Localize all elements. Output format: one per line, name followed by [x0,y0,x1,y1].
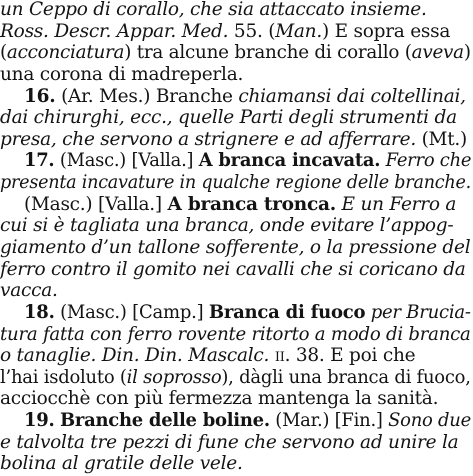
text-segment: 55. ( [228,20,276,42]
italic-text: bolina al gratile delle vele. [0,453,243,475]
italic-text: acconciatura [6,42,125,64]
text-line [0,64,243,86]
text-line [0,388,438,410]
bold-text: A branca incavata. [198,150,381,172]
bold-text: 16. [24,85,56,107]
text-line [0,129,467,151]
italic-text: vacca. [0,280,58,302]
text-segment: ) [463,42,471,64]
italic-text: Man. [275,20,322,42]
text-segment: acciocchè con più fermezza mantenga la sanità. [0,388,439,410]
italic-text: un Ceppo di corallo, che sia attaccato insieme. [0,0,427,20]
italic-text: e talvolta tre pezzi di fune che servono ad unire la [0,431,459,453]
text-line [24,194,456,216]
italic-text: presenta incavature in qualche regione delle branche. [0,172,471,194]
text-line [0,259,466,281]
text-segment: una corona di madreperla. [0,63,244,85]
italic-text: tura fatta con ferro rovente ritorto a modo di branca [0,323,471,345]
italic-text: dai chirurghi, ecc., quelle Parti degli strumenti da [0,107,457,129]
italic-text: Ferro che [380,150,472,172]
text-segment: l’hai isdoluto ( [0,366,127,388]
text-line [0,324,471,346]
text-segment: (Mar.) [Fin.] [269,410,389,432]
italic-text: il soprosso [126,366,222,388]
text-line [0,42,471,64]
text-segment: ) tra alcune branche di corallo ( [124,42,412,64]
bold-text: A branca tronca. [167,193,336,215]
text-line [0,107,457,129]
text-line [0,237,470,259]
text-segment: ii [274,345,285,367]
italic-text: giamento d’un tallone sofferente, o la pressione del [0,237,471,258]
text-segment: (Masc.) [Valla.] [54,150,199,172]
text-line [0,280,58,302]
italic-text: cui si è tagliata una branca, onde evitare l’appog- [0,215,454,237]
text-segment: (Ar. Mes.) Branche [55,85,239,107]
bold-text: 18. [24,301,55,323]
italic-text: chiamansi dai coltellinai, [238,85,466,107]
text-line [24,410,471,432]
text-segment: (Masc.) [Valla.] [24,193,168,215]
italic-text: presa, che servono a strignere e ad afferrare. [0,128,416,150]
text-line [24,86,466,108]
text-line [0,21,450,43]
italic-text: per Brucia- [365,301,471,323]
italic-text: o tanaglie. Din. Din. Mascalc. [0,345,270,367]
bold-text: 17. [24,150,55,172]
text-segment: . 38. E poi che [284,345,416,367]
italic-text: Ross. Descr. Appar. Med. [0,20,229,42]
italic-text: Sono due [388,410,471,432]
text-segment: ), dàgli una branca di fuoco, [221,366,471,388]
text-line [0,345,415,367]
text-segment: (Masc.) [Camp.] [54,301,209,323]
text-segment: ( [0,42,7,64]
text-line [0,0,427,21]
text-line [0,215,453,237]
text-line [0,367,471,389]
text-segment: (Mt.) [415,128,468,150]
text-line [0,432,458,454]
italic-text: E un Ferro a [335,193,457,215]
text-line [24,302,471,324]
text-line [0,453,243,475]
text-segment: ) E sopra essa [321,20,451,42]
bold-text: Branca di fuoco [208,301,366,323]
text-line [0,172,471,194]
italic-text: aveva [411,42,464,64]
text-line [24,150,471,172]
bold-text: 19. [24,410,55,432]
bold-text: Branche delle boline. [59,410,270,432]
italic-text: ferro contro il gomito nei cavalli che si coricano da [0,258,466,280]
